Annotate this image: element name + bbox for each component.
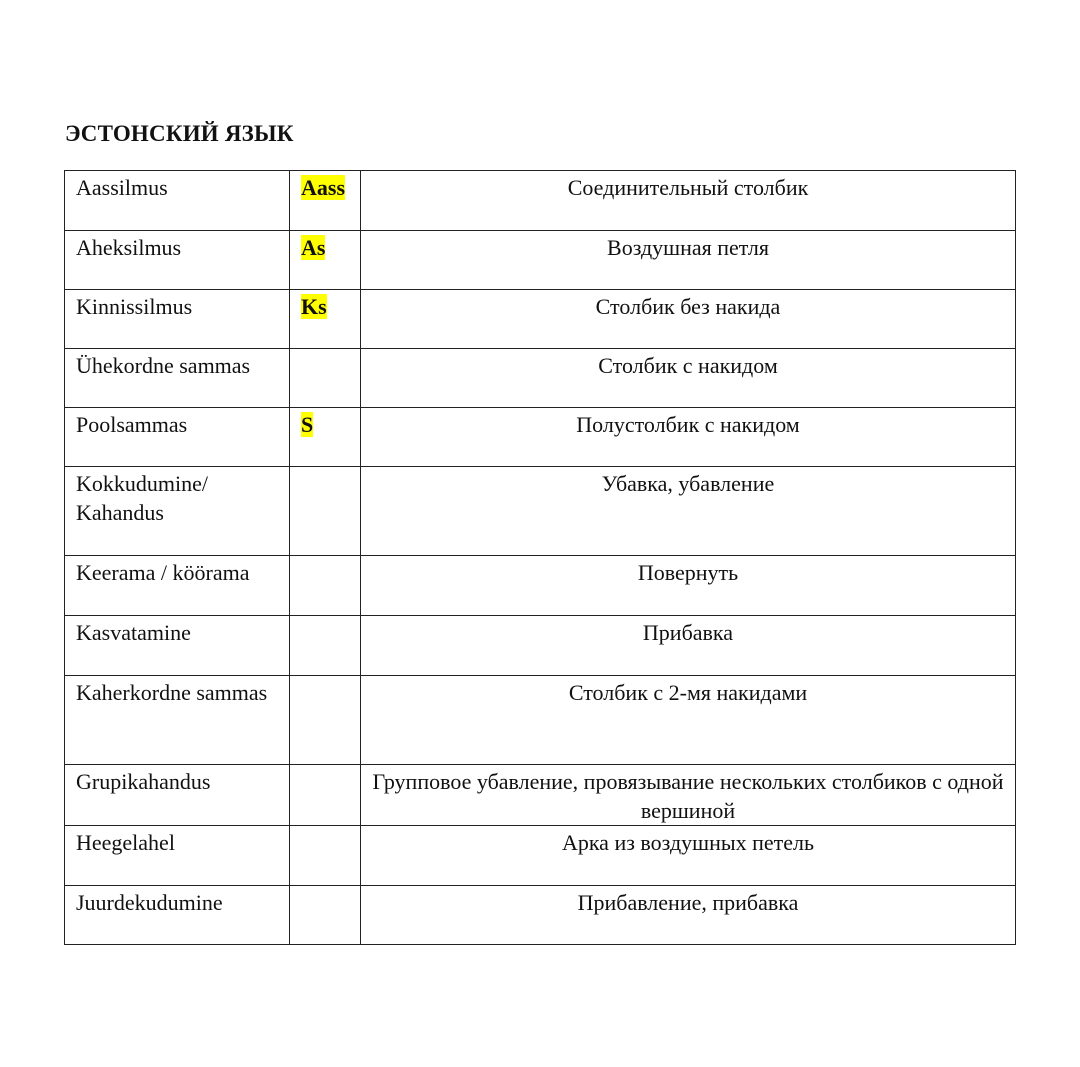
table-row (65, 676, 1016, 765)
abbreviation-cell (290, 765, 361, 826)
page-title: ЭСТОНСКИЙ ЯЗЫК (65, 121, 294, 146)
translation-cell: Прибавка (361, 616, 1016, 676)
abbreviation-cell (290, 231, 361, 290)
table-row (65, 171, 1016, 231)
abbreviation-cell (290, 349, 361, 408)
translation-cell: Полустолбик с накидом (361, 408, 1016, 467)
translation-cell: Арка из воздушных петель (361, 826, 1016, 886)
highlighted-abbreviation: S (301, 412, 314, 437)
term-cell: Aheksilmus (65, 231, 290, 290)
table-row (65, 290, 1016, 349)
term-cell: Juurdekudumine (65, 886, 290, 945)
term-cell: Kinnissilmus (65, 290, 290, 349)
translation-cell: Соединительный столбик (361, 171, 1016, 231)
abbreviation-cell (290, 826, 361, 886)
abbreviation-cell (290, 467, 361, 556)
term-cell: Kokkudumine/ Kahandus (65, 467, 290, 556)
term-cell: Aassilmus (65, 171, 290, 231)
term-cell: Ühekordne sammas (65, 349, 290, 408)
translation-cell: Прибавление, прибавка (361, 886, 1016, 945)
term-cell: Grupikahandus (65, 765, 290, 826)
translation-cell: Убавка, убавление (361, 467, 1016, 556)
term-cell: Kasvatamine (65, 616, 290, 676)
glossary-table (64, 170, 1016, 945)
term-cell: Poolsammas (65, 408, 290, 467)
table-row (65, 408, 1016, 467)
abbreviation-cell (290, 171, 361, 231)
table-row (65, 616, 1016, 676)
translation-cell: Групповое убавление, провязывание нескольких столбиков с одной вершиной (361, 765, 1016, 826)
highlighted-abbreviation: Aass (301, 175, 346, 200)
term-cell: Kaherkordne sammas (65, 676, 290, 765)
table-row (65, 765, 1016, 826)
abbreviation-cell (290, 290, 361, 349)
abbreviation-cell (290, 616, 361, 676)
table-row (65, 349, 1016, 408)
translation-cell: Столбик без накида (361, 290, 1016, 349)
table-row (65, 467, 1016, 556)
translation-cell: Столбик с 2-мя накидами (361, 676, 1016, 765)
table-row (65, 886, 1016, 945)
term-cell: Keerama / köörama (65, 556, 290, 616)
abbreviation-cell (290, 556, 361, 616)
abbreviation-cell (290, 408, 361, 467)
table-row (65, 556, 1016, 616)
table-row (65, 826, 1016, 886)
abbreviation-cell (290, 676, 361, 765)
highlighted-abbreviation: As (301, 235, 326, 260)
translation-cell: Столбик с накидом (361, 349, 1016, 408)
term-cell: Heegelahel (65, 826, 290, 886)
abbreviation-cell (290, 886, 361, 945)
highlighted-abbreviation: Ks (301, 294, 327, 319)
table-row (65, 231, 1016, 290)
translation-cell: Повернуть (361, 556, 1016, 616)
translation-cell: Воздушная петля (361, 231, 1016, 290)
